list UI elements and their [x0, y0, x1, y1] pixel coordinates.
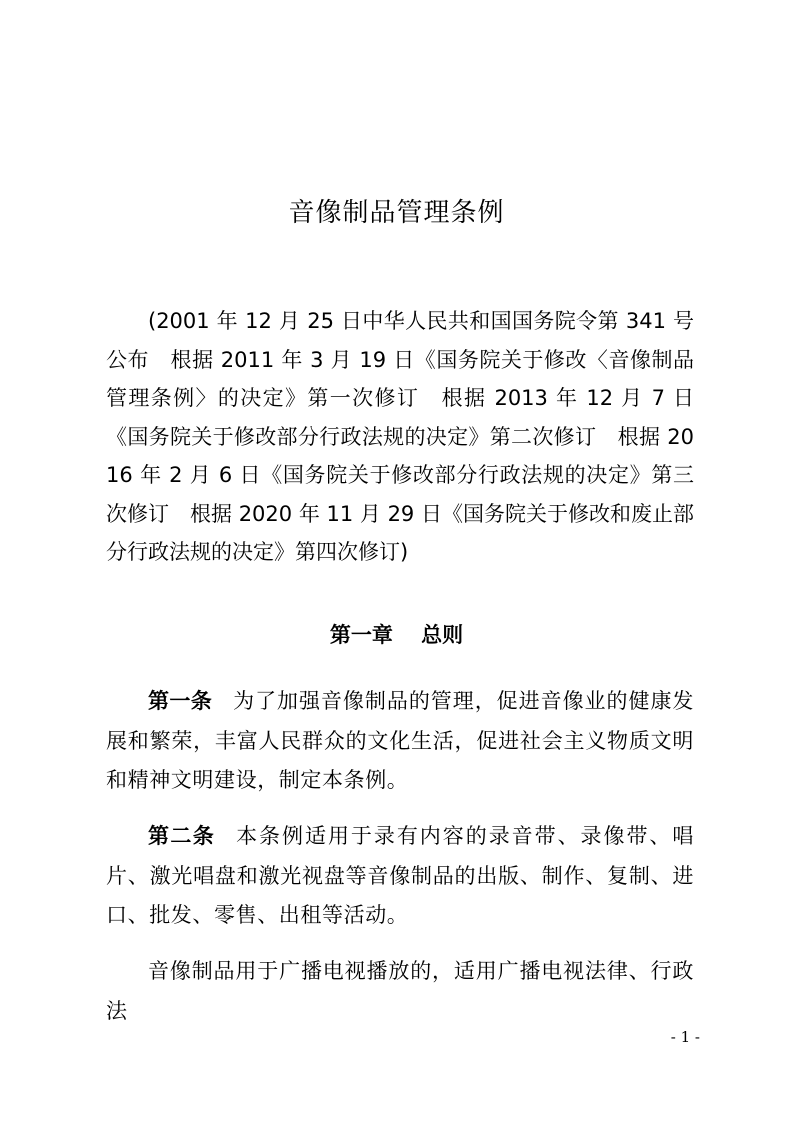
article-1-label: 第一条 [148, 689, 213, 713]
article-1-text: 为了加强音像制品的管理，促进音像业的健康发展和繁荣，丰富人民群众的文化生活，促进社会主义物质文明和精神文明建设，制定本条例。 [106, 689, 695, 792]
article-2-label: 第二条 [148, 824, 216, 848]
page-number: - 1 - [670, 1028, 700, 1046]
article-1 [106, 682, 694, 801]
revision-history-preamble: (2001 年 12 月 25 日中华人民共和国国务院令第 341 号公布 根据 2011 年 3 月 19 日《国务院关于修改〈音像制品管理条例〉的决定》第一次修订 根据 2013 年 12 月 7 日《国务院关于修改部分行政法规的决定》第二次修订 根据 2016 年 2 月 6 日《国务院关于修改部分行政法规的决定》第三次修订 根据 2020 年 11 月 29 日《国务院关于修改和废止部分行政法规的决定》第四次修订) [106, 309, 694, 564]
document-title: 音像制品管理条例 [288, 198, 505, 228]
article-2 [106, 817, 694, 936]
chapter-heading: 第一章 总则 [329, 623, 464, 647]
article-2-paragraph-2: 音像制品用于广播电视播放的，适用广播电视法律、行政法 [106, 959, 694, 1023]
article-2-text: 本条例适用于录有内容的录音带、录像带、唱片、激光唱盘和激光视盘等音像制品的出版、制作、复制、进口、批发、零售、出租等活动。 [106, 824, 695, 927]
